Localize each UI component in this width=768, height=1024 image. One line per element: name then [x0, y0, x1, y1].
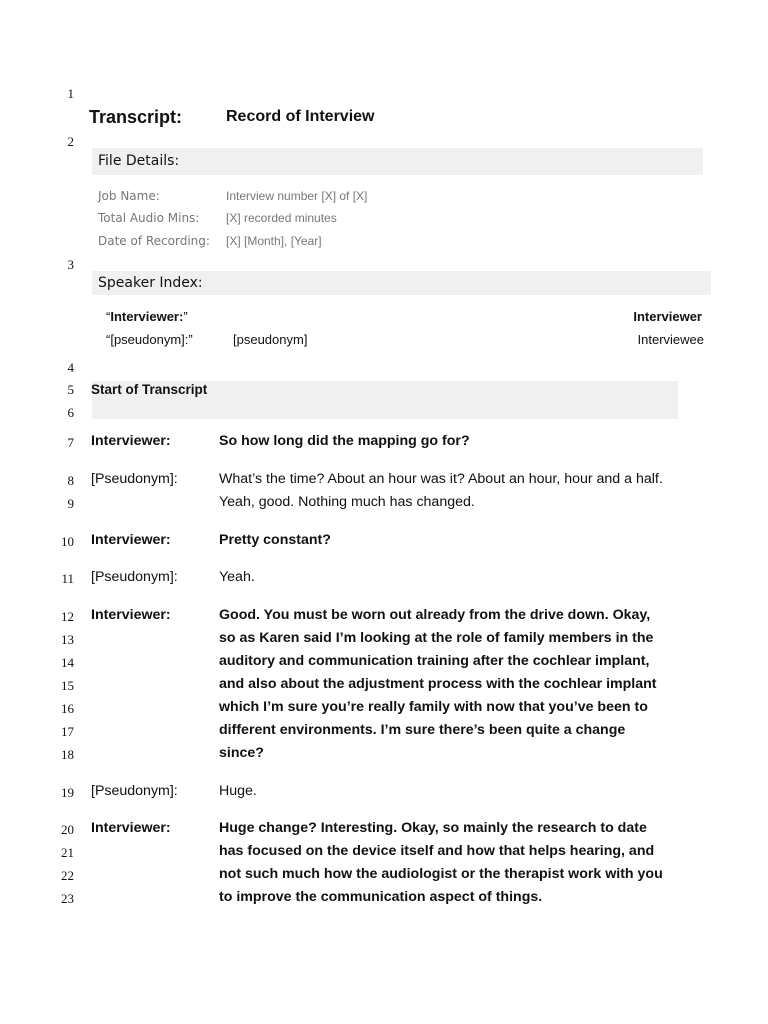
job-name-label: Job Name: — [98, 189, 160, 203]
start-transcript-heading: Start of Transcript — [91, 382, 208, 397]
speaker-label: [Pseudonym]: — [91, 569, 178, 585]
line-number: 19 — [61, 785, 74, 800]
speaker-name-pseudonym: [pseudonym] — [233, 332, 308, 347]
utterance-line: different environments. I’m sure there’s been quite a change — [219, 722, 626, 738]
line-number: 1 — [67, 86, 74, 101]
audio-mins-label: Total Audio Mins: — [98, 211, 200, 225]
line-number: 2 — [67, 134, 74, 149]
transcript-title: Transcript: — [89, 107, 183, 127]
open-quote: “ — [106, 332, 111, 347]
speaker-index-heading: Speaker Index: — [98, 275, 203, 291]
line-number: 16 — [61, 701, 74, 716]
line-number: 10 — [61, 534, 74, 549]
utterance-line: and also about the adjustment process with the cochlear implant — [219, 676, 657, 692]
line-number: 22 — [61, 868, 74, 883]
open-quote: “ — [106, 309, 111, 324]
utterance-line: Good. You must be worn out already from the drive down. Okay, — [219, 607, 651, 623]
line-number: 4 — [67, 360, 74, 375]
utterance-line: auditory and communication training after the cochlear implant, — [219, 653, 650, 669]
speaker-role-interviewer: Interviewer — [633, 309, 702, 324]
utterance-line: Pretty constant? — [219, 532, 331, 548]
speaker-code-interviewer — [106, 309, 188, 324]
line-number: 13 — [61, 632, 74, 647]
line-number: 23 — [61, 891, 74, 906]
line-number: 18 — [61, 747, 74, 762]
utterance-line: Yeah, good. Nothing much has changed. — [219, 494, 475, 510]
close-quote: ” — [183, 309, 188, 324]
file-details-band — [92, 148, 703, 175]
line-number: 7 — [67, 435, 74, 450]
speaker-label: [Pseudonym]: — [91, 471, 178, 487]
line-number: 5 — [67, 382, 74, 397]
utterance-line: so as Karen said I’m looking at the role of family members in the — [219, 630, 654, 646]
line-number: 17 — [61, 724, 74, 739]
line-number: 21 — [61, 845, 74, 860]
utterance-line: Huge change? Interesting. Okay, so mainly the research to date — [219, 820, 647, 836]
utterance-line: Huge. — [219, 783, 257, 799]
record-subtitle: Record of Interview — [226, 108, 375, 125]
speaker-label: Interviewer: — [91, 532, 171, 548]
audio-mins-value: [X] recorded minutes — [226, 211, 337, 225]
speaker-label: Interviewer: — [91, 433, 171, 449]
line-number: 12 — [61, 609, 74, 624]
job-name-value: Interview number [X] of [X] — [226, 189, 368, 203]
line-number: 6 — [67, 405, 74, 420]
line-number: 11 — [61, 571, 74, 586]
close-quote: ” — [188, 332, 193, 347]
speaker-code-pseudonym — [106, 332, 193, 347]
utterance — [219, 780, 689, 803]
utterance-line: to improve the communication aspect of things. — [219, 889, 543, 905]
utterance-line: has focused on the device itself and how that helps hearing, and — [219, 843, 655, 859]
speaker-index-band — [92, 271, 711, 295]
speaker-role-interviewee: Interviewee — [637, 332, 704, 347]
speaker-label: Interviewer: — [91, 607, 171, 623]
speaker-label: Interviewer: — [91, 820, 171, 836]
utterance — [219, 430, 689, 453]
line-number: 3 — [67, 257, 74, 272]
utterance-line: Yeah. — [219, 569, 255, 585]
utterance-line: What’s the time? About an hour was it? About an hour, hour and a half. — [219, 471, 663, 487]
recording-date-label: Date of Recording: — [98, 234, 210, 248]
line-number: 14 — [61, 655, 74, 670]
speaker-code: [pseudonym]: — [110, 332, 189, 347]
utterance — [219, 817, 689, 909]
utterance — [219, 529, 689, 552]
utterance-line: since? — [219, 745, 264, 761]
speaker-code: Interviewer: — [110, 309, 184, 324]
file-details-heading: File Details: — [98, 153, 180, 169]
line-number: 8 — [67, 473, 74, 488]
utterance — [219, 604, 689, 765]
speaker-label: [Pseudonym]: — [91, 783, 178, 799]
line-number: 15 — [61, 678, 74, 693]
utterance-line: which I’m sure you’re really family with now that you’ve been to — [219, 699, 648, 715]
recording-date-value: [X] [Month], [Year] — [226, 234, 322, 248]
utterance — [219, 566, 689, 589]
utterance-line: So how long did the mapping go for? — [219, 433, 470, 449]
utterance — [219, 468, 689, 514]
utterance-line: not such much how the audiologist or the therapist work with you — [219, 866, 663, 882]
line-number: 9 — [67, 496, 74, 511]
line-number: 20 — [61, 822, 74, 837]
